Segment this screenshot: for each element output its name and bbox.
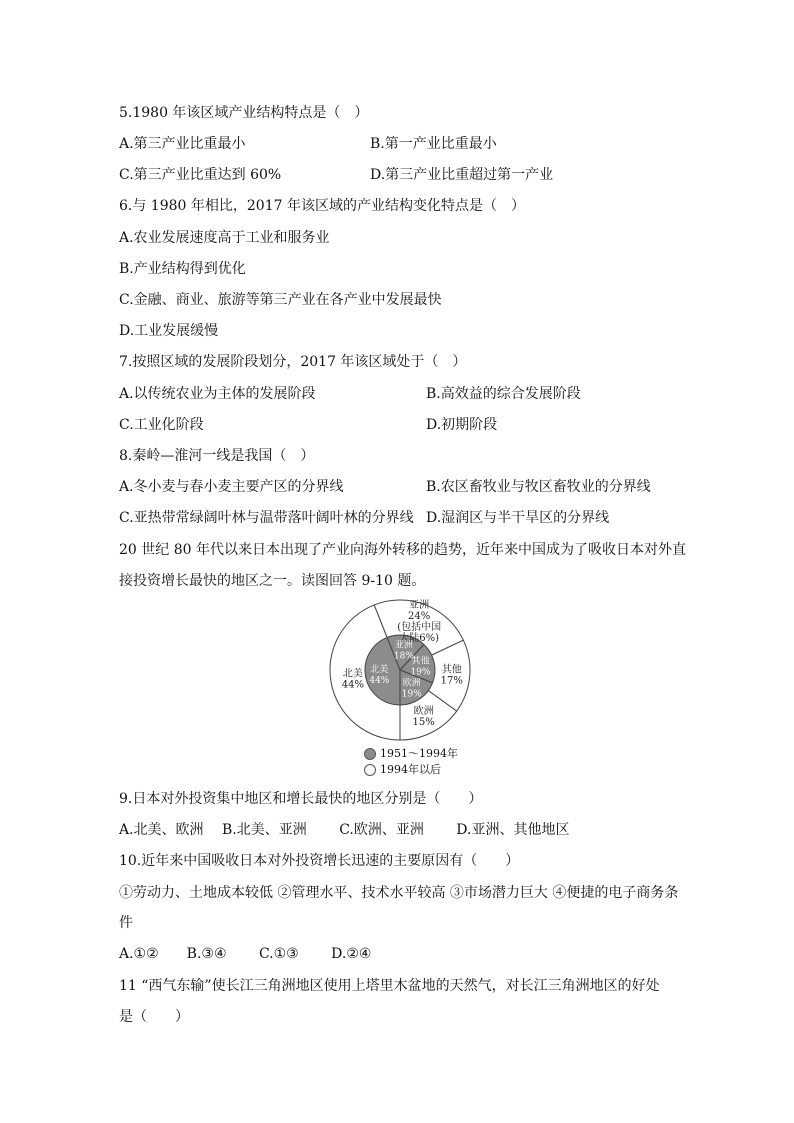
chart-legend (364, 746, 458, 778)
inner-label-3-label: 欧洲 (402, 678, 421, 689)
outer-label-1-text: 24% (408, 611, 431, 623)
q10-options: A.①② B.③④ C.①③ D.②④ (119, 946, 372, 962)
q8-option-a: A.冬小麦与春小麦主要产区的分界线 (119, 479, 344, 495)
inner-label-3-text: 19% (401, 689, 422, 700)
legend-label-outer: 1994年以后 (380, 763, 441, 776)
intro-line-2: 接投资增长最快的地区之一。读图回答 9-10 题。 (119, 573, 426, 589)
q11-line-2: 是（ ） (119, 1009, 189, 1025)
outer-label-1-label: 亚洲 (409, 600, 430, 612)
q9-options: A.北美、欧洲 B.北美、亚洲 C.欧洲、亚洲 D.亚洲、其他地区 (119, 822, 570, 838)
q9-stem: 9.日本对外投资集中地区和增长最快的地区分别是（ ） (119, 791, 483, 807)
outer-label-3-text: 15% (412, 716, 435, 728)
outer-label-2-label: 其他 (441, 664, 462, 676)
q6-stem: 6.与 1980 年相比，2017 年该区域的产业结构变化特点是（ ） (119, 198, 525, 214)
q6-option-b: B.产业结构得到优化 (119, 261, 246, 277)
outer-label-1-note1: (包括中国 (397, 622, 442, 634)
inner-label-0-text: 44% (369, 675, 390, 686)
q6-option-d: D.工业发展缓慢 (119, 323, 219, 339)
q7-option-c: C.工业化阶段 (119, 417, 204, 433)
outer-label-3-label: 欧洲 (413, 705, 434, 717)
legend-item-inner (364, 746, 458, 762)
legend-item-outer (364, 762, 458, 778)
q6-option-a: A.农业发展速度高于工业和服务业 (119, 230, 330, 246)
q7-stem: 7.按照区域的发展阶段划分，2017 年该区域处于（ ） (119, 354, 467, 370)
q8-option-b: B.农区畜牧业与牧区畜牧业的分界线 (426, 479, 651, 495)
legend-label-inner: 1951～1994年 (380, 747, 458, 760)
q5-option-d: D.第三产业比重超过第一产业 (370, 167, 554, 183)
inner-label-2-label: 其他 (411, 656, 430, 667)
outer-label-2-text: 17% (440, 675, 463, 687)
q10-line-2: 件 (119, 915, 133, 931)
outer-label-0-label: 北美 (342, 668, 363, 680)
q8-stem: 8.秦岭—淮河一线是我国（ ） (119, 448, 315, 464)
inner-label-1-label: 亚洲 (394, 640, 413, 651)
legend-swatch-outer (364, 764, 376, 776)
q6-option-c: C.金融、商业、旅游等第三产业在各产业中发展最快 (119, 292, 442, 308)
q7-option-d: D.初期阶段 (426, 417, 498, 433)
pie-svg (320, 598, 480, 748)
q7-option-b: B.高效益的综合发展阶段 (426, 386, 581, 402)
outer-label-0-text: 44% (341, 679, 364, 691)
q5-option-c: C.第三产业比重达到 60% (119, 167, 282, 183)
inner-label-0-label: 北美 (370, 664, 389, 675)
intro-line-1: 20 世纪 80 年代以来日本出现了产业向海外转移的趋势，近年来中国成为了吸收日本对外直 (119, 542, 686, 558)
q11-line-1: 11 “西气东输”使长江三角洲地区使用上塔里木盆地的天然气，对长江三角洲地区的好处 (119, 978, 660, 994)
q5-option-b: B.第一产业比重最小 (370, 136, 497, 152)
inner-label-1-text: 18% (393, 651, 414, 662)
q8-option-d: D.湿润区与半干旱区的分界线 (426, 510, 610, 526)
q5-option-a: A.第三产业比重最小 (119, 136, 246, 152)
q10-stem: 10.近年来中国吸收日本对外投资增长迅速的主要原因有（ ） (119, 853, 520, 869)
q8-option-c: C.亚热带常绿阔叶林与温带落叶阔叶林的分界线 (119, 510, 414, 526)
legend-swatch-inner (364, 748, 376, 760)
outer-label-1-note2: 大陆6%) (399, 633, 440, 645)
q10-line-1: ①劳动力、土地成本较低 ②管理水平、技术水平较高 ③市场潜力巨大 ④便捷的电子商务条 (119, 885, 679, 901)
inner-label-2-text: 19% (410, 667, 431, 678)
q5-stem: 5.1980 年该区域产业结构特点是（ ） (119, 105, 369, 121)
q7-option-a: A.以传统农业为主体的发展阶段 (119, 386, 316, 402)
